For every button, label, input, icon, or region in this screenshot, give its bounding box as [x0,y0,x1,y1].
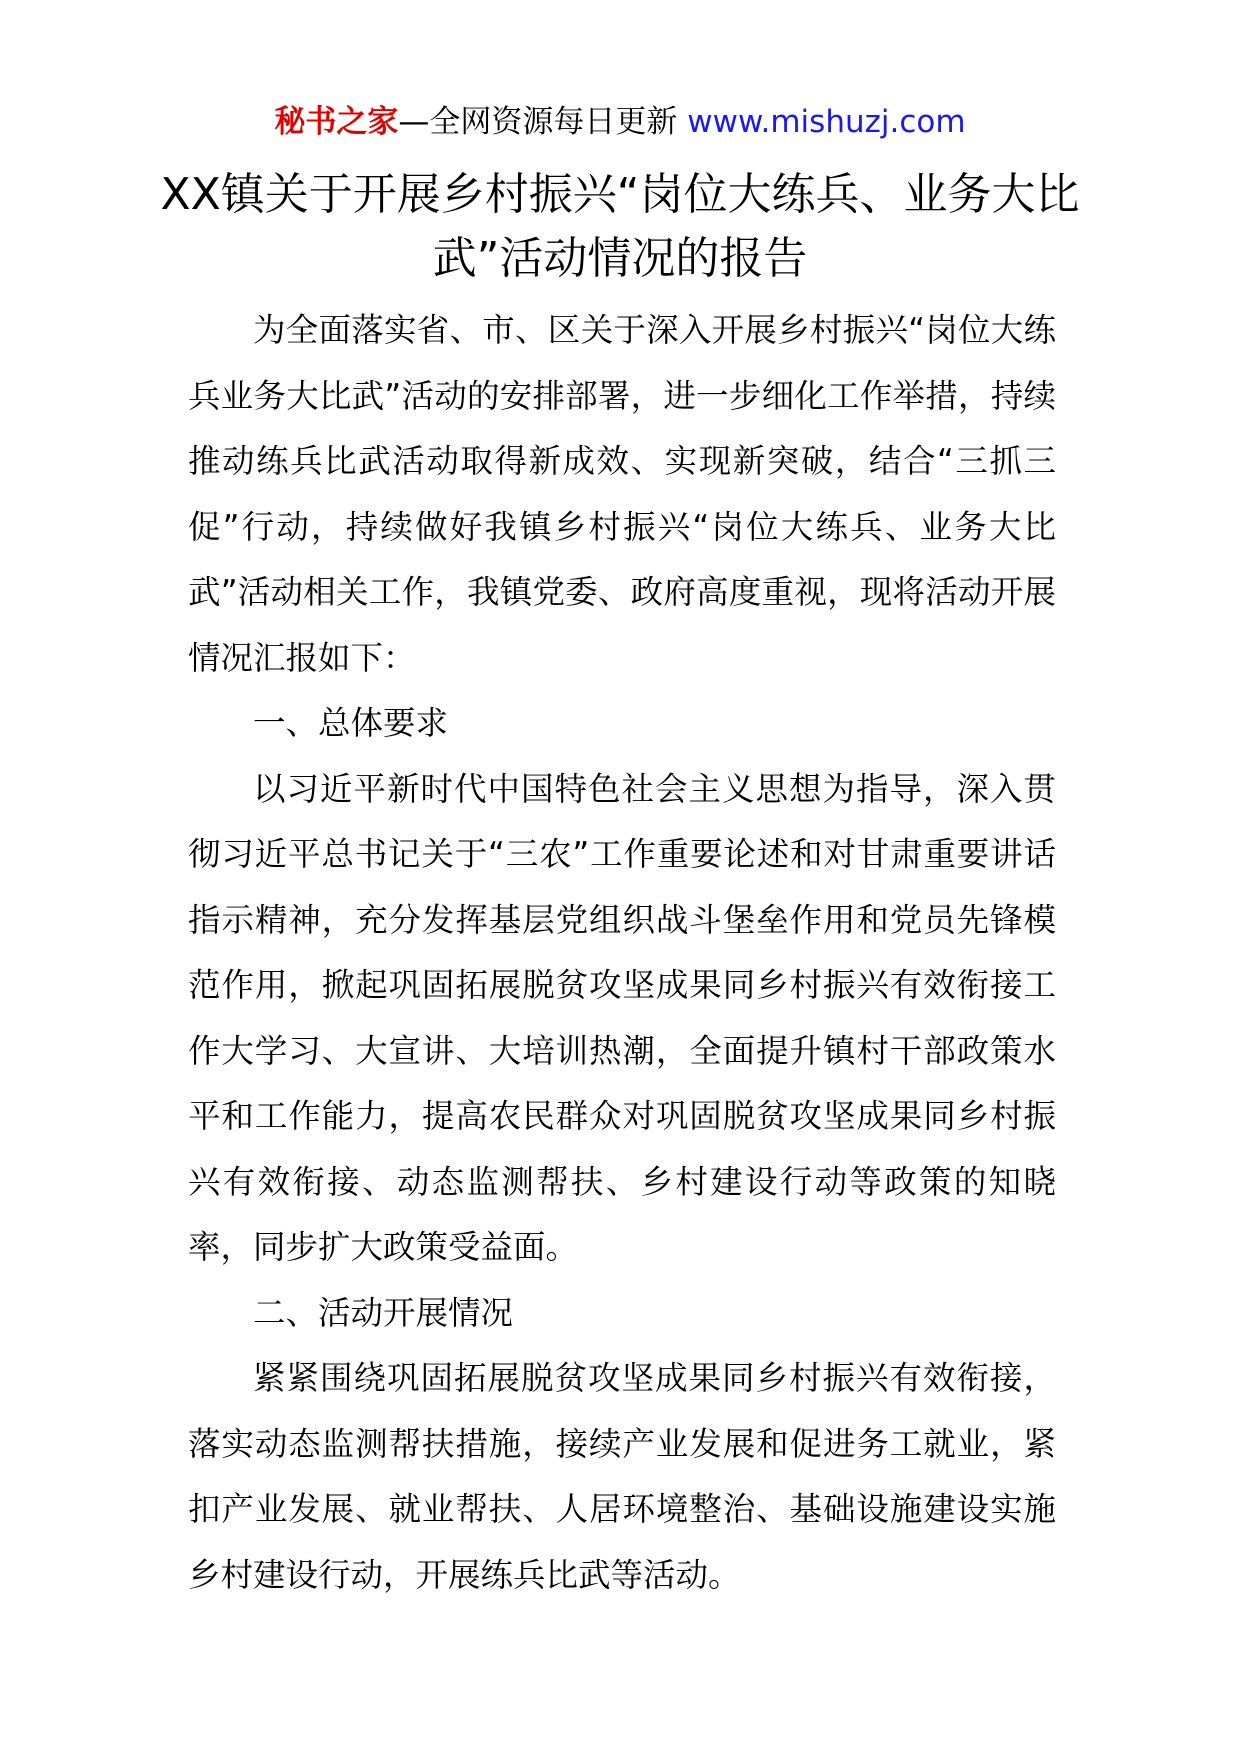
brand-name: 秘书之家 [274,104,399,140]
document-body [188,298,1056,1608]
intro-paragraph: 为全面落实省、市、区关于深入开展乡村振兴“岗位大练兵业务大比武”活动的安排部署，进一步细化工作举措，持续推动练兵比武活动取得新成效、实现新突破，结合“三抓三促”行动，持续做好我镇乡村振兴“岗位大练兵、业务大比武”活动相关工作，我镇党委、政府高度重视，现将活动开展情况汇报如下： [188,311,1056,677]
section-heading-activity-status: 二、活动开展情况 [253,1293,514,1332]
header-tagline: —全网资源每日更新 [398,104,678,140]
activity-status-paragraph: 紧紧围绕巩固拓展脱贫攻坚成果同乡村振兴有效衔接，落实动态监测帮扶措施，接续产业发展和促进务工就业，紧扣产业发展、就业帮扶、人居环境整治、基础设施建设实施乡村建设行动，开展练兵比武等活动。 [188,1359,1056,1594]
general-requirements-paragraph: 以习近平新时代中国特色社会主义思想为指导，深入贯彻习近平总书记关于“三农”工作重要论述和对甘肃重要讲话指示精神，充分发挥基层党组织战斗堡垒作用和党员先锋模范作用，掀起巩固拓展脱贫攻坚成果同乡村振兴有效衔接工作大学习、大宣讲、大培训热潮，全面提升镇村干部政策水平和工作能力，提高农民群众对巩固脱贫攻坚成果同乡村振兴有效衔接、动态监测帮扶、乡村建设行动等政策的知晓率，同步扩大政策受益面。 [188,769,1056,1266]
site-header [0,102,1240,142]
site-url-link[interactable]: www.mishuzj.com [687,104,966,140]
section-heading-general-requirements: 一、总体要求 [253,704,449,742]
document-title: XX镇关于开展乡村振兴“岗位大练兵、业务大比武”活动情况的报告 [160,169,1080,284]
